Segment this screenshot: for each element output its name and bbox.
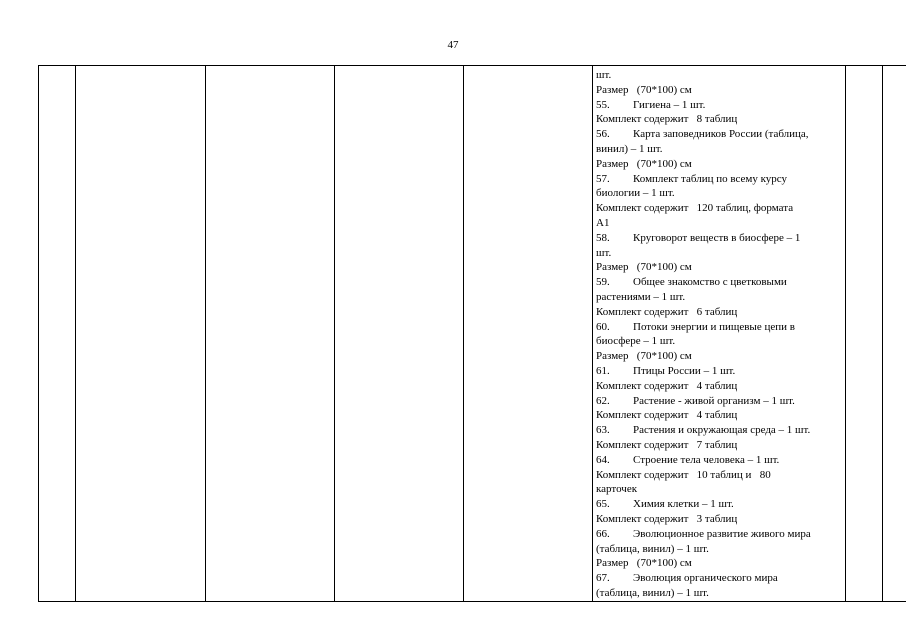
- equipment-table: [38, 65, 906, 602]
- table-cell-empty: [39, 66, 76, 602]
- list-item-text: Карта заповедников России (таблица,: [633, 128, 809, 141]
- text-line: Комплект содержит 6 таблиц: [596, 305, 738, 318]
- text-line: (таблица, винил) – 1 шт.: [596, 542, 709, 555]
- list-item: [596, 571, 845, 586]
- text-line: растениями – 1 шт.: [596, 290, 686, 303]
- list-item-text: Эволюция органического мира: [633, 572, 778, 585]
- list-item-number: 60.: [596, 320, 610, 333]
- list-item-text: Круговорот веществ в биосфере – 1: [633, 231, 801, 244]
- list-item-text: Химия клетки – 1 шт.: [633, 498, 734, 511]
- list-item-text: Строение тела человека – 1 шт.: [633, 453, 780, 466]
- text-line: Комплект содержит 3 таблиц: [596, 512, 738, 525]
- list-item: [596, 320, 845, 335]
- list-item: [596, 423, 845, 438]
- text-line: шт.: [596, 246, 612, 259]
- list-item-number: 63.: [596, 424, 610, 437]
- list-item-number: 55.: [596, 98, 610, 111]
- text-line: шт.: [596, 69, 612, 81]
- list-item-number: 58.: [596, 231, 610, 244]
- table-row: [39, 66, 906, 602]
- list-item: [596, 527, 845, 542]
- list-item-number: 66.: [596, 527, 610, 540]
- text-line: Комплект содержит 4 таблиц: [596, 409, 738, 422]
- list-item-number: 57.: [596, 172, 610, 185]
- table-cell-empty: [883, 66, 906, 602]
- list-item-text: Птицы России – 1 шт.: [633, 364, 736, 377]
- text-line: карточек: [596, 483, 638, 496]
- list-item-text: Гигиена – 1 шт.: [633, 98, 706, 111]
- text-line: Комплект содержит 10 таблиц и 80: [596, 468, 771, 481]
- list-item-text: Потоки энергии и пищевые цепи в: [633, 320, 795, 333]
- text-line: Размер (70*100) см: [596, 157, 692, 170]
- page-number: 47: [447, 39, 459, 51]
- table-cell-empty: [206, 66, 335, 602]
- text-line: Размер (70*100) см: [596, 83, 692, 96]
- list-item-number: 65.: [596, 498, 610, 511]
- text-line: Комплект содержит 4 таблиц: [596, 379, 738, 392]
- list-item: [596, 127, 845, 142]
- list-item: [596, 364, 845, 379]
- table-cell-empty: [76, 66, 206, 602]
- list-item-number: 64.: [596, 453, 610, 466]
- list-item-text: Общее знакомство с цветковыми: [633, 276, 787, 289]
- list-item: [596, 172, 845, 187]
- list-item-text: Комплект таблиц по всему курсу: [633, 172, 788, 185]
- text-line: Комплект содержит 8 таблиц: [596, 113, 738, 126]
- table-cell-empty: [335, 66, 464, 602]
- list-item: [596, 497, 845, 512]
- equipment-list-cell: [593, 66, 846, 602]
- text-line: винил) – 1 шт.: [596, 142, 663, 155]
- table-cell-empty: [464, 66, 593, 602]
- text-line: биологии – 1 шт.: [596, 187, 675, 200]
- list-item: [596, 394, 845, 409]
- text-line: биосфере – 1 шт.: [596, 335, 676, 348]
- text-line: (таблица, винил) – 1 шт.: [596, 586, 709, 599]
- list-item-number: 61.: [596, 364, 610, 377]
- text-line: Размер (70*100) см: [596, 350, 692, 363]
- list-item-text: Растение - живой организм – 1 шт.: [633, 394, 795, 407]
- text-line: Размер (70*100) см: [596, 557, 692, 570]
- list-item-number: 56.: [596, 128, 610, 141]
- list-item: [596, 98, 845, 113]
- text-line: Размер (70*100) см: [596, 261, 692, 274]
- list-item: [596, 231, 845, 246]
- list-item-text: Эволюционное развитие живого мира: [633, 527, 811, 540]
- list-item: [596, 453, 845, 468]
- list-item: [596, 275, 845, 290]
- text-line: А1: [596, 216, 610, 229]
- list-item-number: 62.: [596, 394, 610, 407]
- text-line: Комплект содержит 7 таблиц: [596, 438, 738, 451]
- list-item-number: 59.: [596, 276, 610, 289]
- text-line: Комплект содержит 120 таблиц, формата: [596, 202, 794, 215]
- table-cell-empty: [846, 66, 883, 602]
- list-item-text: Растения и окружающая среда – 1 шт.: [633, 424, 811, 437]
- list-item-number: 67.: [596, 572, 610, 585]
